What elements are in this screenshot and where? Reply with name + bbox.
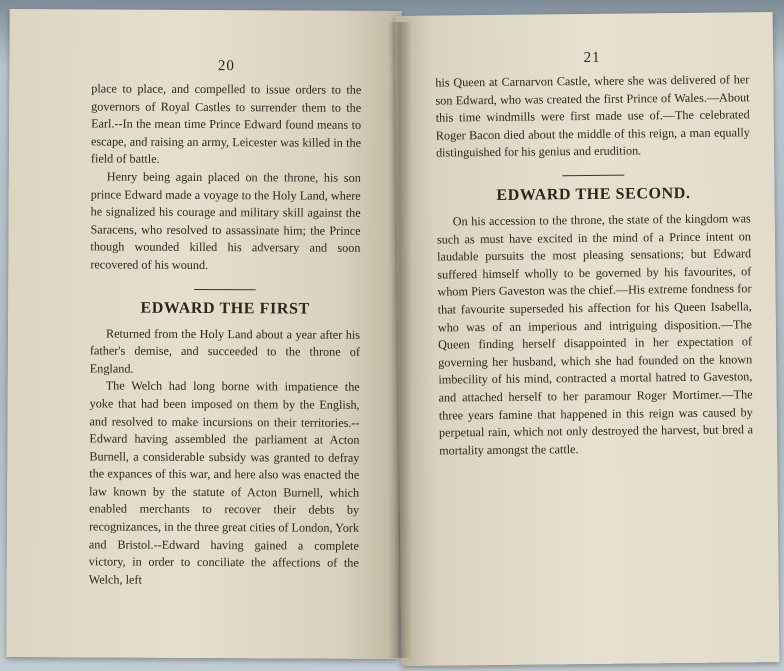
left-paragraph-4: The Welch had long borne with impatience the yoke that had been imposed on them by the English, and resolved to make incursions on their territories.--Edward having assembled the parliament at Acton Burnell, a considerable subsidy was granted to defray the expances of this war, and here also was enacted the law known by the statute of Acton Burnell, which enabled merchants to recover their debts by recognizances, in the three great cities of London, York and Bristol.--Edward having gained a complete victory, in order to conciliate the affections of the Welch, left — [88, 378, 360, 587]
left-page — [6, 9, 401, 659]
right-page — [395, 12, 780, 666]
book-spine — [388, 22, 412, 658]
left-page-number: 20 — [217, 58, 235, 75]
left-paragraph-2: Henry being again placed on the throne, his son prince Edward made a voyage to the Holy Land, where he signalized his courage and military skill against the Saracens, who resolved to assassinate him; the Prince though wounded killed his adversary and soon recovered of his wound. — [90, 169, 361, 272]
right-page-number: 21 — [583, 49, 601, 67]
section-divider-right — [562, 175, 624, 177]
right-paragraph-2: On his accession to the throne, the state of the kingdom was such as must have excited in the mind of a Prince intent on laudable pursuits the most pleasing sensations; but Edward suffered himself wholly to be governed by his favourites, of whom Piers Gaveston was the chief.—His extreme fondness for that favourite superseded his affection for his Queen Isabella, who was of an imperious and intriguing disposition.—The Queen finding herself disappointed in her expectation of governing her husband, which she had founded on the known imbecility of his mind, contracted a mortal hatred to Gaveston, and attached herself to her paramour Roger Mortimer.—The three years famine that happened in this reign was caused by perpetual rain, which not only destroyed the harvest, but bred a mortality amongst the cattle. — [436, 211, 754, 458]
heading-edward-the-second: EDWARD THE SECOND. — [496, 184, 691, 204]
left-paragraph-3: Returned from the Holy Land about a year after his father's demise, and succeeded to the throne of England. — [89, 326, 361, 376]
heading-edward-the-first: EDWARD THE FIRST — [140, 299, 310, 318]
section-divider-left — [194, 288, 256, 289]
left-paragraph-1: place to place, and compelled to issue orders to the governors of Royal Castles to surrender them to the Earl.--In the mean time Prince Edward found means to escape, and raising an army, Leicester was killed in the field of battle. — [90, 81, 362, 167]
right-paragraph-1: his Queen at Carnarvon Castle, where she was delivered of her son Edward, who was created the first Prince of Wales.—About this time windmills were first made use of.—The celebrated Roger Bacon died about the middle of this reign, a man equally distinguished for his genius and erudition. — [435, 72, 750, 160]
